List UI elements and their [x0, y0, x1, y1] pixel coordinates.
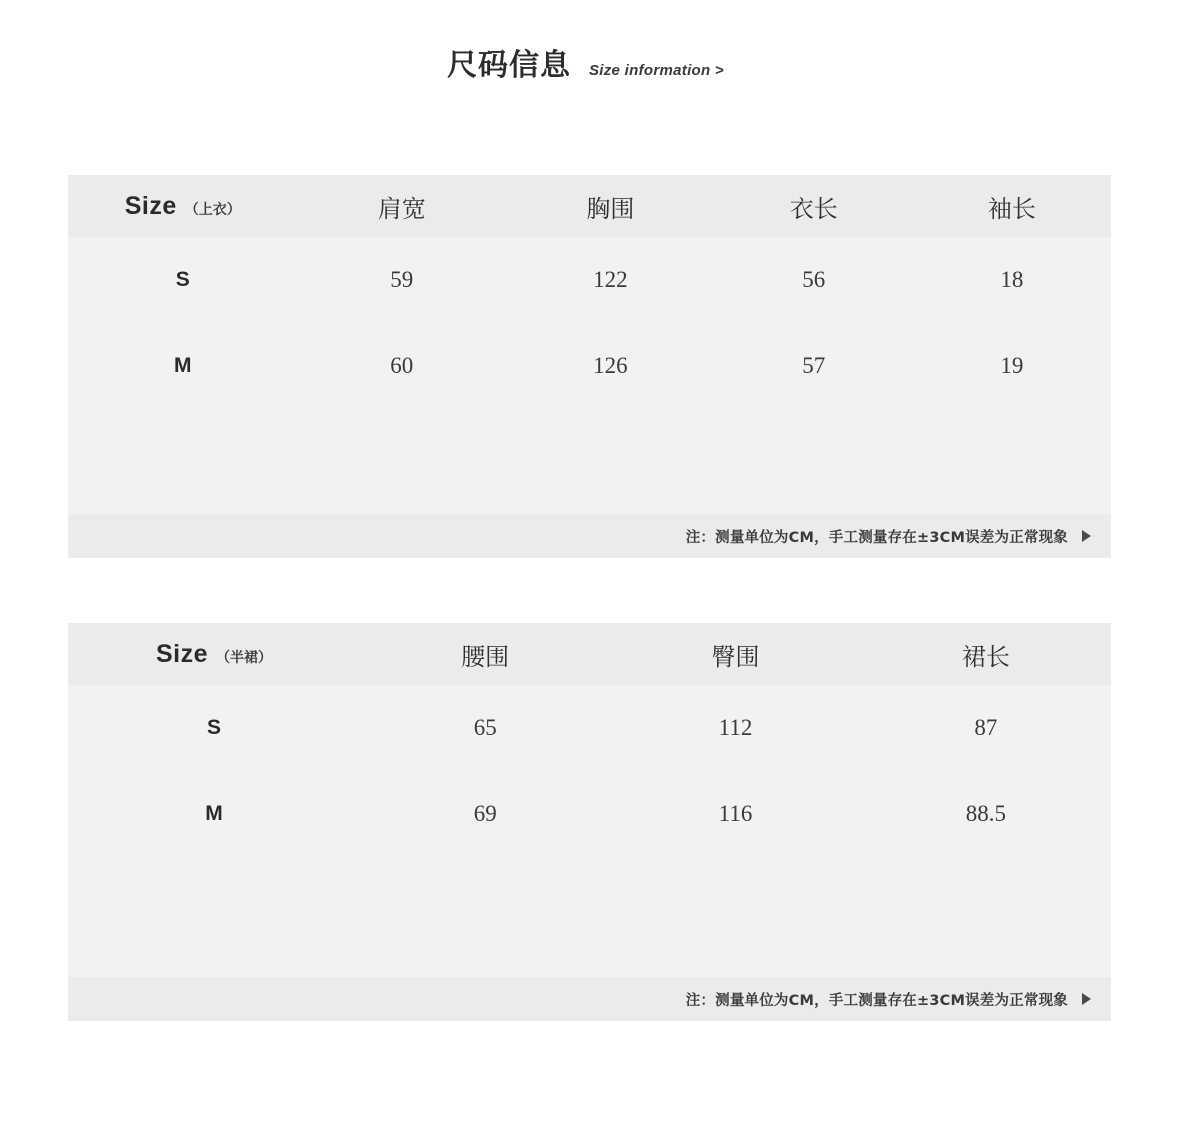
cell-size: S [68, 237, 297, 323]
size-table-top-garment [68, 175, 1111, 558]
cell-hip: 116 [610, 771, 860, 857]
header-size-category: （半裙） [216, 649, 273, 666]
header-size-latin: Size [124, 191, 177, 220]
cell-length: 57 [715, 323, 913, 409]
cell-shoulder: 59 [297, 237, 506, 323]
triangle-right-icon [1082, 530, 1091, 542]
table-header-size [68, 175, 297, 237]
page-title: 尺码信息 [446, 48, 571, 83]
cell-bust: 122 [506, 237, 715, 323]
table-row [68, 771, 1111, 857]
header-size-category: （上衣） [184, 201, 241, 218]
cell-size: M [68, 323, 297, 409]
page-header [0, 0, 1179, 84]
table-note-text: 注：测量单位为CM，手工测量存在±3CM误差为正常现象 [685, 529, 1068, 546]
table-note-text: 注：测量单位为CM，手工测量存在±3CM误差为正常现象 [685, 992, 1068, 1009]
cell-waist: 65 [360, 685, 610, 771]
table-header-hip: 臀围 [610, 623, 860, 685]
size-table-skirt [68, 623, 1111, 1021]
table-header-row [68, 175, 1111, 237]
page-subtitle: Size information > [588, 62, 724, 79]
cell-waist: 69 [360, 771, 610, 857]
table-note [68, 514, 1111, 558]
cell-skirt-length: 87 [861, 685, 1111, 771]
table-header-row [68, 623, 1111, 685]
table-header-size [68, 623, 360, 685]
triangle-right-icon [1082, 993, 1091, 1005]
size-table [68, 175, 1111, 514]
cell-size: M [68, 771, 360, 857]
header-size-latin: Size [156, 639, 209, 668]
cell-hip: 112 [610, 685, 860, 771]
cell-shoulder: 60 [297, 323, 506, 409]
cell-sleeve: 19 [913, 323, 1111, 409]
cell-bust: 126 [506, 323, 715, 409]
cell-sleeve: 18 [913, 237, 1111, 323]
table-note [68, 977, 1111, 1021]
table-row [68, 237, 1111, 323]
size-table [68, 623, 1111, 977]
table-row [68, 323, 1111, 409]
cell-length: 56 [715, 237, 913, 323]
table-row [68, 685, 1111, 771]
table-spacer-row [68, 857, 1111, 977]
table-spacer-row [68, 409, 1111, 514]
table-header-skirt-length: 裙长 [861, 623, 1111, 685]
table-header-bust: 胸围 [506, 175, 715, 237]
table-header-sleeve: 袖长 [913, 175, 1111, 237]
table-header-waist: 腰围 [360, 623, 610, 685]
cell-size: S [68, 685, 360, 771]
table-header-shoulder: 肩宽 [297, 175, 506, 237]
cell-skirt-length: 88.5 [861, 771, 1111, 857]
table-header-length: 衣长 [715, 175, 913, 237]
